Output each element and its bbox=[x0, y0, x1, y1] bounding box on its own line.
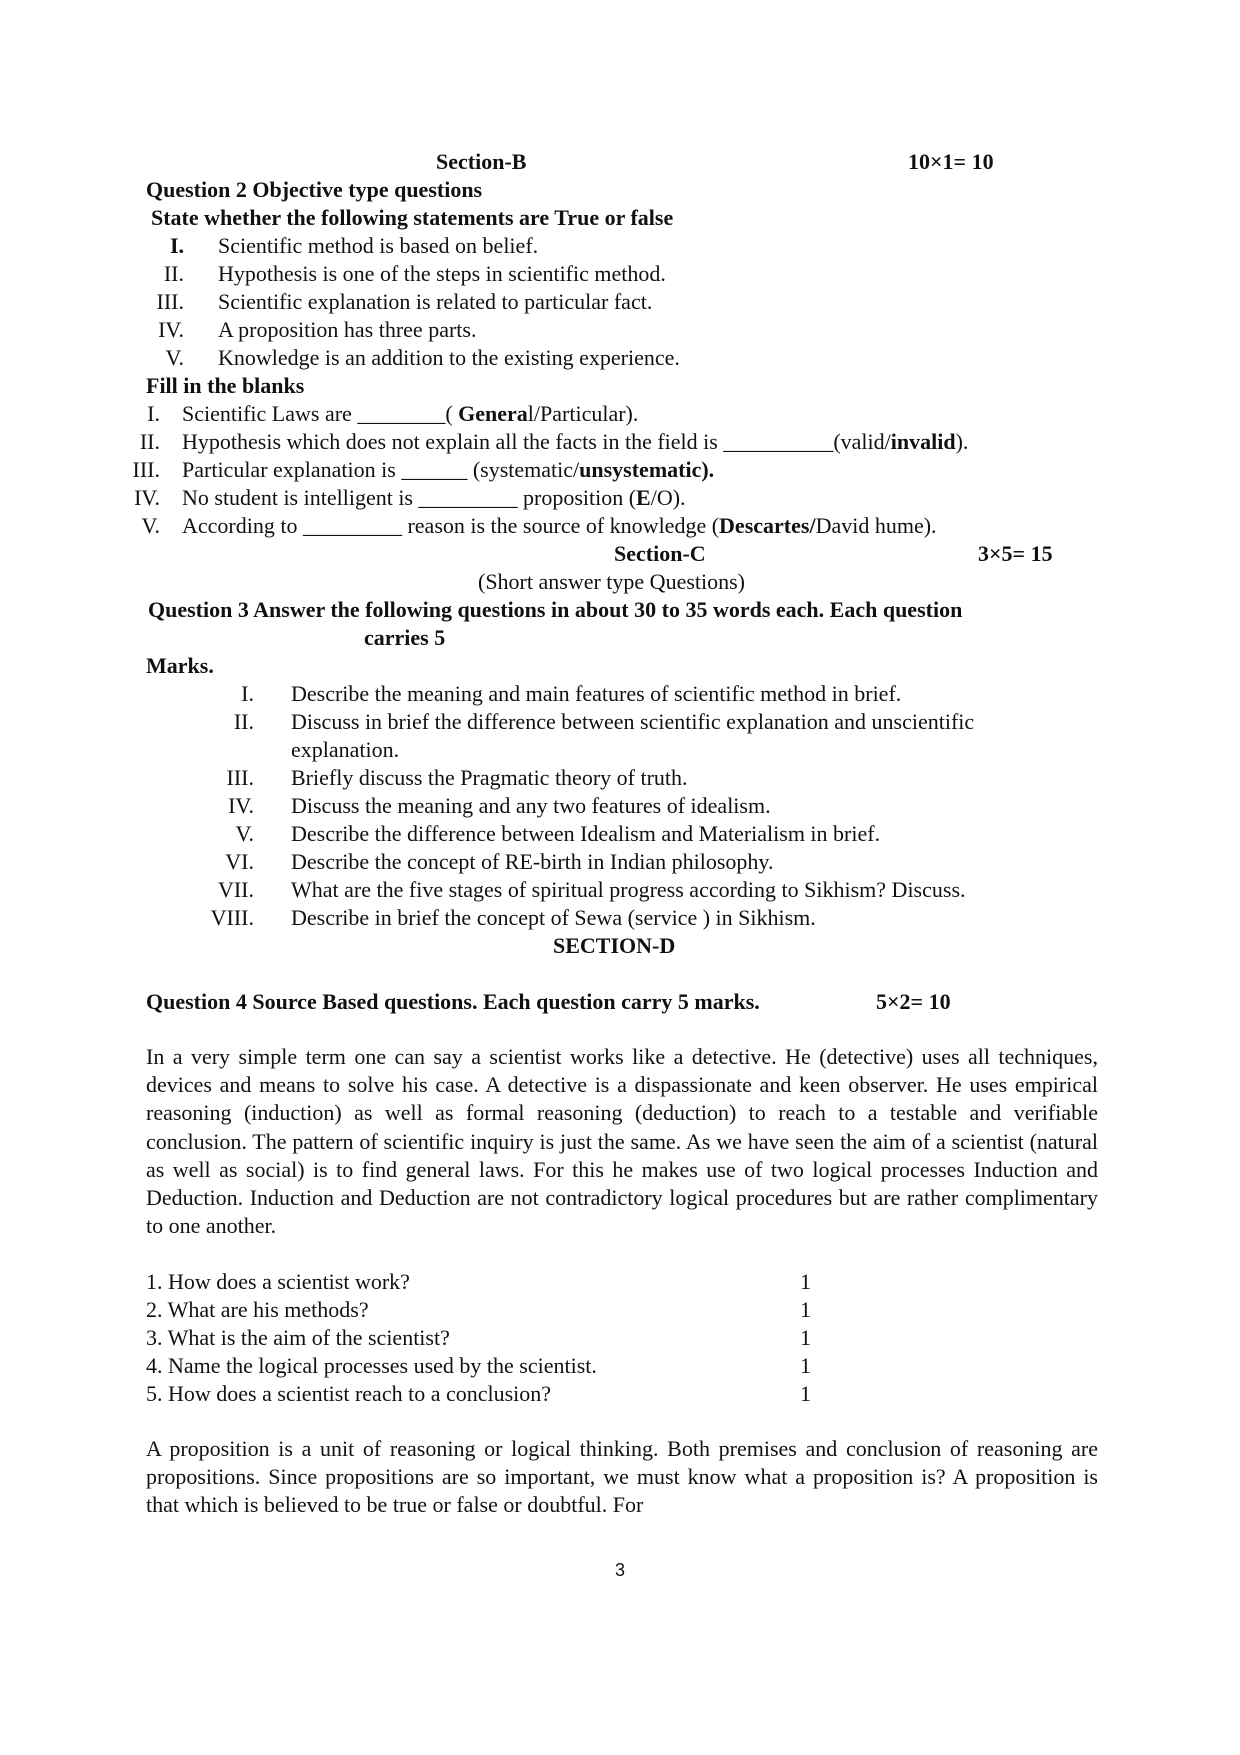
fib-item-number: I. bbox=[147, 401, 160, 426]
source-question-mark: 1 bbox=[800, 1381, 811, 1406]
sa-item-text-continued: explanation. bbox=[291, 737, 400, 762]
section-c-marks: 3×5= 15 bbox=[978, 541, 1053, 566]
section-d-title: SECTION-D bbox=[553, 933, 676, 958]
source-passage-2: A proposition is a unit of reasoning or logical thinking. Both premises and conclusion of reasoning are propositions. Since propositions are so important, we must know what a proposition is? A proposition is that which is believed to be true or false or doubtful. For bbox=[146, 1436, 1098, 1518]
sa-item-number: III. bbox=[226, 765, 254, 790]
tf-item-text: Scientific explanation is related to particular fact. bbox=[218, 289, 653, 314]
section-b-title: Section-B bbox=[436, 149, 527, 174]
sa-item-text: Discuss in brief the difference between scientific explanation and unscientific bbox=[291, 709, 975, 734]
section-c-subtitle: (Short answer type Questions) bbox=[478, 569, 746, 594]
sa-item-text: Briefly discuss the Pragmatic theory of truth. bbox=[291, 765, 688, 790]
sa-item-text: Describe the meaning and main features of scientific method in brief. bbox=[291, 681, 902, 706]
source-question-text: 3. What is the aim of the scientist? bbox=[146, 1325, 450, 1350]
source-question-text: 5. How does a scientist reach to a conclusion? bbox=[146, 1381, 552, 1406]
sa-item-number: II. bbox=[233, 709, 254, 734]
tf-item-number: IV. bbox=[158, 317, 184, 342]
section-b-marks: 10×1= 10 bbox=[908, 149, 994, 174]
sa-item-text: Describe the concept of RE-birth in Indian philosophy. bbox=[291, 849, 774, 874]
sa-item-text: What are the five stages of spiritual progress according to Sikhism? Discuss. bbox=[291, 877, 966, 902]
sa-item-number: VII. bbox=[217, 877, 254, 902]
question-3-line3: Marks. bbox=[146, 653, 214, 678]
tf-item-text: Knowledge is an addition to the existing experience. bbox=[218, 345, 680, 370]
fib-item-text: Hypothesis which does not explain all the facts in the field is __________(valid/invalid). bbox=[182, 429, 969, 454]
question-3-line1: Question 3 Answer the following questions in about 30 to 35 words each. Each question bbox=[148, 597, 963, 622]
tf-item-number: I. bbox=[169, 233, 184, 258]
source-question-mark: 1 bbox=[800, 1297, 811, 1322]
fib-item-text: No student is intelligent is _________ proposition (E/O). bbox=[182, 485, 686, 510]
source-question-text: 4. Name the logical processes used by the scientist. bbox=[146, 1353, 597, 1378]
tf-item-number: III. bbox=[156, 289, 184, 314]
fib-item-text: Scientific Laws are ________( General/Particular). bbox=[182, 401, 639, 426]
question-4-heading: Question 4 Source Based questions. Each question carry 5 marks. bbox=[146, 989, 760, 1014]
question-3-line2: carries 5 bbox=[364, 625, 446, 650]
section-c-title: Section-C bbox=[614, 541, 706, 566]
fib-item-text: Particular explanation is ______ (systematic/unsystematic). bbox=[182, 457, 715, 482]
source-question-mark: 1 bbox=[800, 1353, 811, 1378]
sa-item-number: IV. bbox=[228, 793, 254, 818]
tf-item-text: Scientific method is based on belief. bbox=[218, 233, 539, 258]
fib-item-number: III. bbox=[132, 457, 160, 482]
source-question-text: 1. How does a scientist work? bbox=[146, 1269, 410, 1294]
fib-item-text: According to _________ reason is the source of knowledge (Descartes/David hume). bbox=[182, 513, 937, 538]
sa-item-text: Describe in brief the concept of Sewa (service ) in Sikhism. bbox=[291, 905, 816, 930]
fib-item-number: IV. bbox=[134, 485, 160, 510]
source-question-mark: 1 bbox=[800, 1325, 811, 1350]
sa-item-number: V. bbox=[235, 821, 254, 846]
sa-item-text: Discuss the meaning and any two features of idealism. bbox=[291, 793, 771, 818]
fib-item-number: II. bbox=[139, 429, 160, 454]
sa-item-number: VIII. bbox=[210, 905, 254, 930]
source-question-mark: 1 bbox=[800, 1269, 811, 1294]
tf-item-number: II. bbox=[163, 261, 184, 286]
true-false-heading: State whether the following statements are True or false bbox=[151, 205, 674, 230]
question-2-heading: Question 2 Objective type questions bbox=[146, 177, 483, 202]
tf-item-number: V. bbox=[165, 345, 184, 370]
fill-blanks-heading: Fill in the blanks bbox=[146, 373, 305, 398]
fib-item-number: V. bbox=[141, 513, 160, 538]
tf-item-text: A proposition has three parts. bbox=[218, 317, 477, 342]
sa-item-number: I. bbox=[241, 681, 254, 706]
section-d-marks: 5×2= 10 bbox=[876, 989, 951, 1014]
sa-item-text: Describe the difference between Idealism and Materialism in brief. bbox=[291, 821, 881, 846]
sa-item-number: VI. bbox=[225, 849, 254, 874]
tf-item-text: Hypothesis is one of the steps in scientific method. bbox=[218, 261, 666, 286]
page-number: 3 bbox=[614, 1560, 625, 1580]
source-passage-1: In a very simple term one can say a scientist works like a detective. He (detective) uses all techniques, devices and means to solve his case. A detective is a dispassionate and keen observer. He uses empirical reasoning (induction) as well as formal reasoning (deduction) to reach to a testable and verifiable conclusion. The pattern of scientific inquiry is just the same. As we have seen the aim of a scientist (natural as well as social) is to find general laws. For this he makes use of two logical processes Induction and Deduction. Induction and Deduction are not contradictory logical procedures but are rather complimentary to one another. bbox=[146, 1044, 1098, 1239]
source-question-text: 2. What are his methods? bbox=[146, 1297, 369, 1322]
